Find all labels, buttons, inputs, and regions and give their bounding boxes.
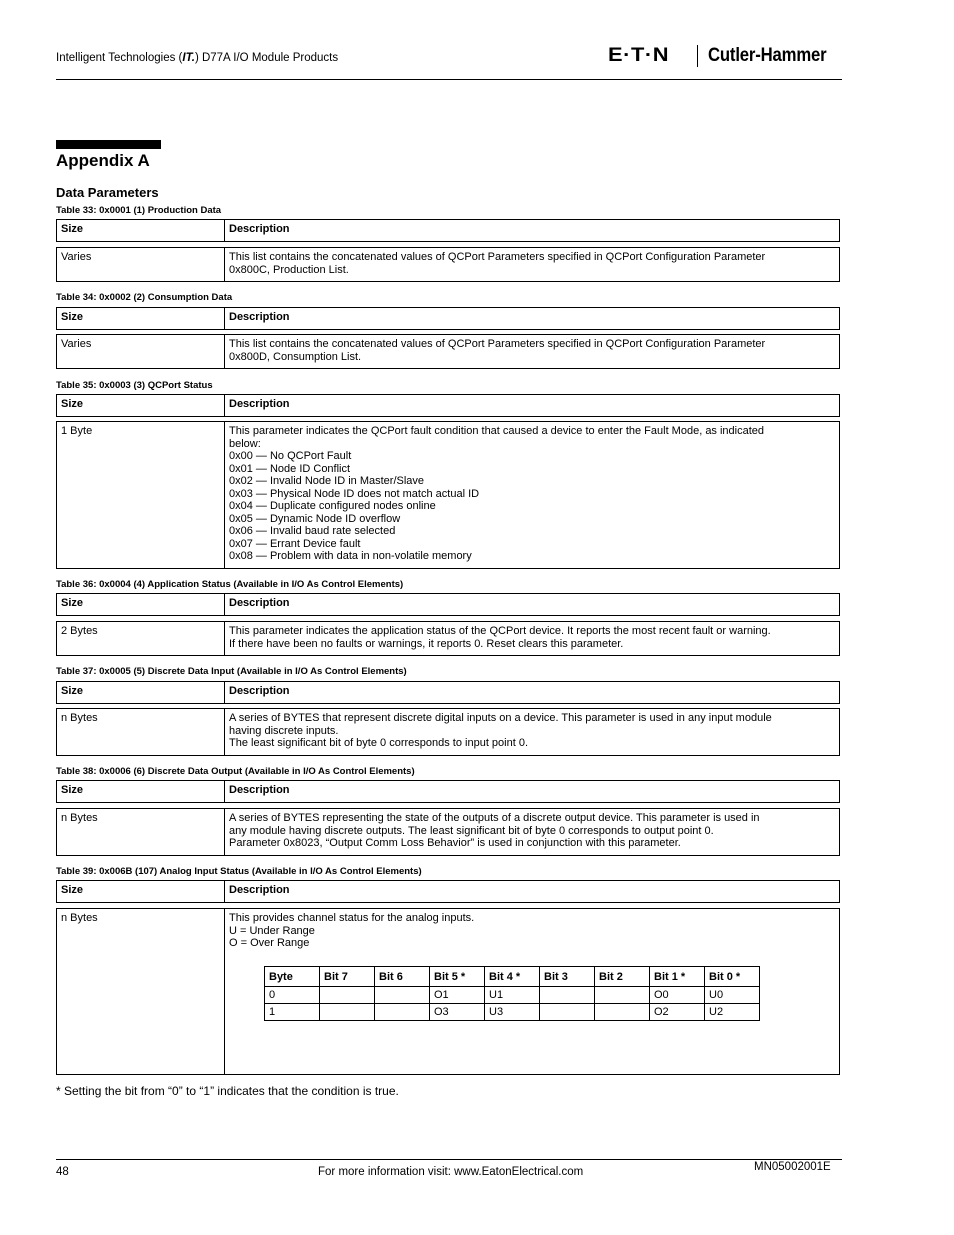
bit-table-cell: O2	[650, 1004, 705, 1021]
bit-table-row	[265, 1004, 760, 1021]
table-caption: Table 34: 0x0002 (2) Consumption Data	[56, 292, 233, 303]
description-cell: This parameter indicates the QCPort fault condition that caused a device to enter the Fault Mode, as indicated below: 0x00 — No QCPort Fault 0x01 — Node ID Conflict 0x02 — Invalid Node ID in Master/Slave 0x03 — Physical Node ID does not match actual ID 0x04 — Duplicate configured nodes online 0x05 — Dynamic Node ID overflow 0x06 — Invalid baud rate selected 0x07 — Errant Device fault 0x08 — Problem with data in non-volatile memory	[229, 425, 765, 562]
size-header: Size	[57, 781, 225, 802]
bit-table-cell	[375, 1004, 430, 1021]
description-header: Description	[229, 784, 290, 796]
table-row	[56, 808, 840, 856]
table-row	[56, 421, 840, 569]
bit-table-header-row	[265, 967, 760, 987]
table-row	[56, 708, 840, 756]
size-header: Size	[57, 395, 225, 416]
table-header	[56, 219, 840, 242]
table-caption: Table 37: 0x0005 (5) Discrete Data Input (Available in I/O As Control Elements)	[56, 666, 407, 677]
bit-table-header-cell: Bit 7	[320, 967, 375, 987]
bit-table-header-cell: Bit 4 *	[485, 967, 540, 987]
table-caption: Table 33: 0x0001 (1) Production Data	[56, 205, 222, 216]
eaton-logo: E·T·N	[608, 45, 670, 66]
bit-table-cell: U1	[485, 987, 540, 1004]
bit-table-cell: O3	[430, 1004, 485, 1021]
description-header: Description	[229, 223, 290, 235]
description-cell: A series of BYTES that represent discrete digital inputs on a device. This parameter is used in any input module having discrete inputs. The least significant bit of byte 0 corresponds to input point 0.	[229, 712, 772, 749]
description-header: Description	[229, 398, 290, 410]
section-title: Data Parameters	[56, 185, 159, 200]
footer-rule	[56, 1159, 842, 1160]
description-cell: This provides channel status for the analog inputs. U = Under Range O = Over Range	[229, 912, 475, 949]
table-caption: Table 39: 0x006B (107) Analog Input Status (Available in I/O As Control Elements)	[56, 866, 422, 877]
bit-table-row	[265, 987, 760, 1004]
table-header	[56, 681, 840, 704]
bit-status-table	[264, 966, 760, 1021]
description-cell: This list contains the concatenated values of QCPort Parameters specified in QCPort Configuration Parameter 0x800C, Production List.	[229, 251, 766, 276]
brand-logo	[608, 44, 843, 68]
bit-table-cell: 1	[265, 1004, 320, 1021]
size-header: Size	[57, 881, 225, 902]
description-header: Description	[229, 311, 290, 323]
size-cell: Varies	[57, 335, 225, 368]
bit-table-header-cell: Bit 3	[540, 967, 595, 987]
running-header: Intelligent Technologies (IT.) D77A I/O Module Products	[56, 52, 339, 64]
description-header: Description	[229, 685, 290, 697]
bit-table-cell: U0	[705, 987, 760, 1004]
size-header: Size	[57, 594, 225, 615]
cutler-hammer-logo: Cutler-Hammer	[708, 45, 827, 66]
table-header	[56, 307, 840, 330]
bit-table-cell	[320, 1004, 375, 1021]
size-cell: 1 Byte	[57, 422, 225, 568]
size-cell: n Bytes	[57, 709, 225, 755]
description-cell: This list contains the concatenated values of QCPort Parameters specified in QCPort Configuration Parameter 0x800D, Consumption List.	[229, 338, 766, 363]
table-header	[56, 780, 840, 803]
table-row	[56, 621, 840, 656]
size-cell: 2 Bytes	[57, 622, 225, 655]
table-caption: Table 36: 0x0004 (4) Application Status (Available in I/O As Control Elements)	[56, 579, 404, 590]
bit-table-cell	[320, 987, 375, 1004]
size-header: Size	[57, 220, 225, 241]
size-cell: n Bytes	[57, 909, 225, 1074]
bit-table-header-cell: Bit 2	[595, 967, 650, 987]
section-marker-bar	[56, 140, 161, 149]
bit-table-cell: U2	[705, 1004, 760, 1021]
table-caption: Table 38: 0x0006 (6) Discrete Data Output (Available in I/O As Control Elements)	[56, 766, 415, 777]
description-header: Description	[229, 597, 290, 609]
table-caption: Table 35: 0x0003 (3) QCPort Status	[56, 380, 213, 391]
footnote: * Setting the bit from “0” to “1” indicates that the condition is true.	[56, 1084, 399, 1098]
header-rule	[56, 79, 842, 80]
size-cell: Varies	[57, 248, 225, 281]
table-header	[56, 593, 840, 616]
bit-table-cell	[540, 987, 595, 1004]
bit-table-cell: U3	[485, 1004, 540, 1021]
page-number: 48	[56, 1166, 69, 1178]
description-cell: This parameter indicates the application status of the QCPort device. It reports the most recent fault or warning. If there have been no faults or warnings, it reports 0. Reset clears this parameter.	[229, 625, 771, 650]
bit-table-cell: O0	[650, 987, 705, 1004]
logo-divider	[697, 45, 698, 67]
size-header: Size	[57, 682, 225, 703]
size-header: Size	[57, 308, 225, 329]
table-row	[56, 247, 840, 282]
bit-table-header-cell: Bit 0 *	[705, 967, 760, 987]
table-header	[56, 394, 840, 417]
bit-table-header-cell: Bit 5 *	[430, 967, 485, 987]
description-cell: A series of BYTES representing the state of the outputs of a discrete output device. This parameter is used in any module having discrete outputs. The least significant bit of byte 0 corresponds to output point 0. Parameter 0x8023, “Output Comm Loss Behavior” is used in conjunction with this parameter.	[229, 812, 760, 849]
bit-table-header-cell: Byte	[265, 967, 320, 987]
bit-table-cell	[595, 987, 650, 1004]
appendix-title: Appendix A	[56, 151, 150, 170]
table-header	[56, 880, 840, 903]
bit-table-cell: 0	[265, 987, 320, 1004]
bit-table-cell	[375, 987, 430, 1004]
bit-table-cell	[540, 1004, 595, 1021]
bit-table-header-cell: Bit 1 *	[650, 967, 705, 987]
bit-table-cell: O1	[430, 987, 485, 1004]
bit-table-cell	[595, 1004, 650, 1021]
size-cell: n Bytes	[57, 809, 225, 855]
table-row	[56, 334, 840, 369]
bit-table-header-cell: Bit 6	[375, 967, 430, 987]
document-number: MN05002001E	[754, 1161, 831, 1173]
description-header: Description	[229, 884, 290, 896]
footer-website-note: For more information visit: www.EatonElectrical.com	[318, 1166, 584, 1178]
